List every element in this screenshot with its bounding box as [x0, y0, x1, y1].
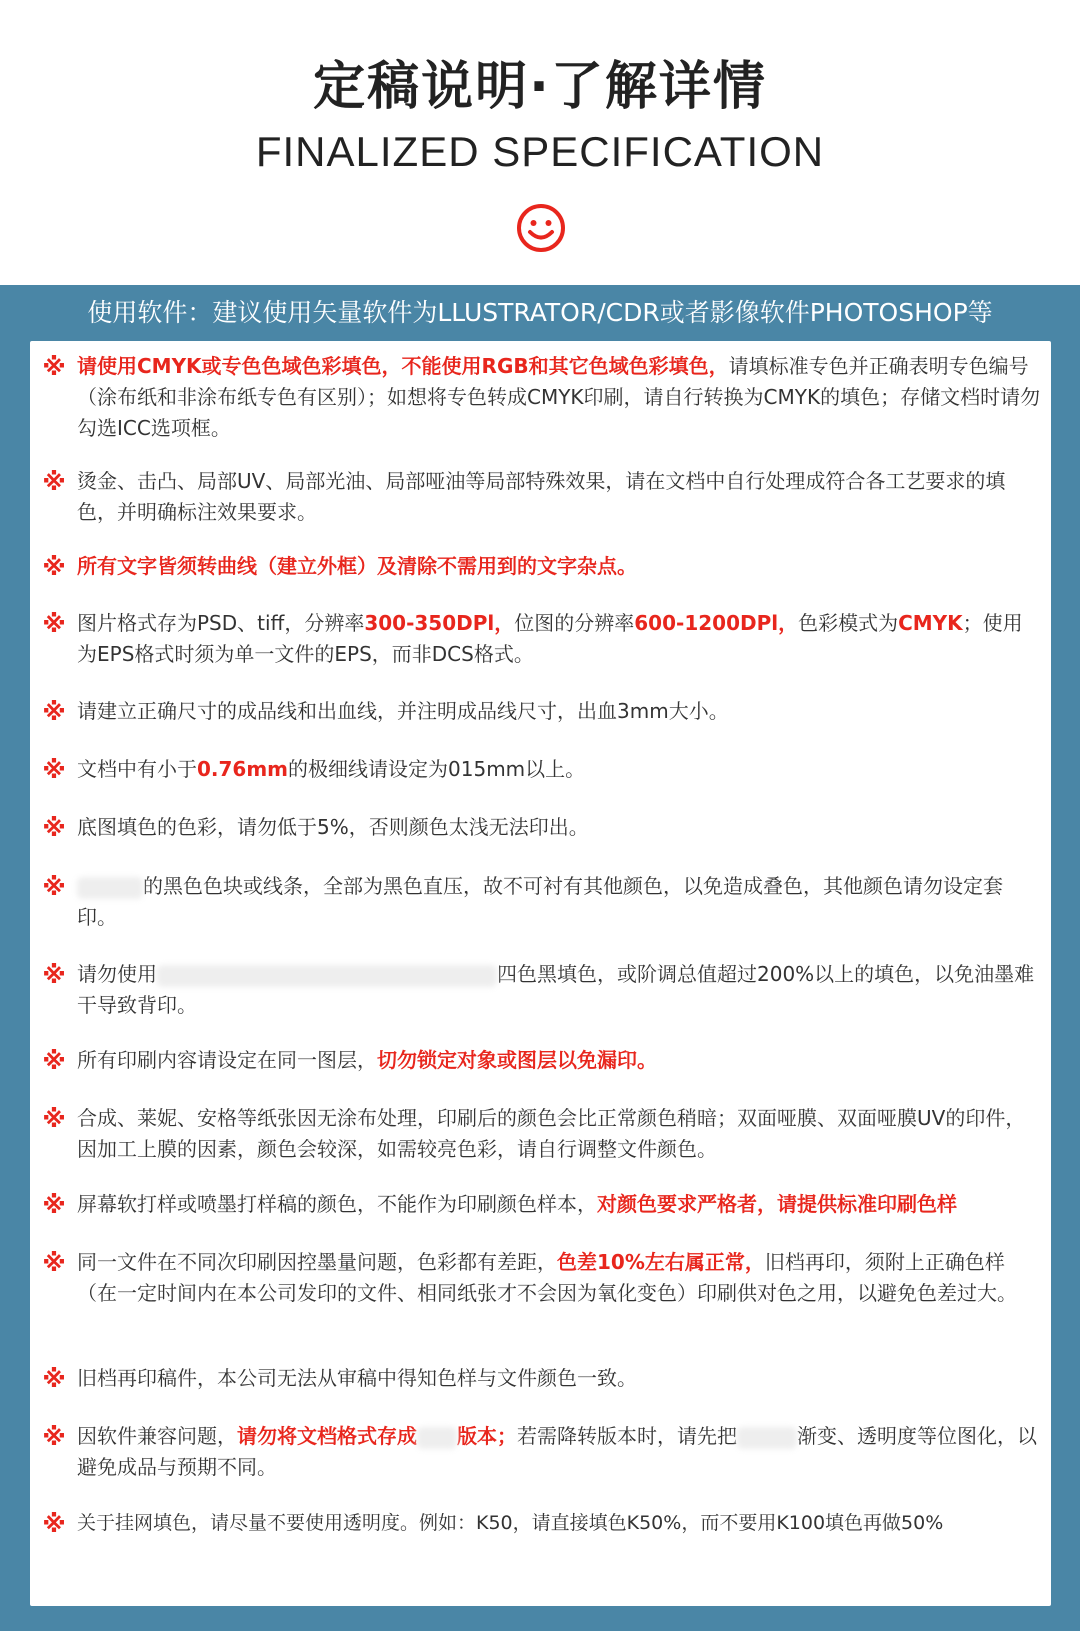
note-mark-icon: ※: [42, 1191, 66, 1219]
note-mark-icon: ※: [42, 961, 66, 989]
redacted-text: [157, 965, 497, 987]
note-mark-icon: ※: [42, 1047, 66, 1075]
note-mark-icon: ※: [42, 756, 66, 784]
page-header: [0, 0, 1080, 285]
note-mark-icon: ※: [42, 698, 66, 726]
page-subtitle: FINALIZED SPECIFICATION: [255, 128, 825, 175]
note-mark-icon: ※: [42, 468, 66, 496]
redacted-text: [77, 877, 143, 899]
note-mark-icon: ※: [42, 610, 66, 638]
note-mark-icon: ※: [42, 553, 66, 581]
page-title: 定稿说明·了解详情: [313, 57, 767, 117]
software-note: 使用软件：建议使用矢量软件为LLUSTRATOR/CDR或者影像软件PHOTOSHOP等: [87, 298, 993, 327]
note-mark-icon: ※: [42, 1365, 66, 1393]
note-mark-icon: ※: [42, 814, 66, 842]
note-mark-icon: ※: [42, 1423, 66, 1451]
redacted-text: [417, 1427, 457, 1449]
redacted-text: [737, 1427, 797, 1449]
smiley-face-icon: [516, 203, 566, 253]
note-mark-icon: ※: [42, 1249, 66, 1277]
note-mark-icon: ※: [42, 353, 66, 381]
note-mark-icon: ※: [42, 873, 66, 901]
spec-list: ※ 请使用CMYK或专色色域色彩填色，不能使用RGB和其它色域色彩填色，请填标准专色并正确表明专色编号（涂布纸和非涂布纸专色有区别）；如想将专色转成CMYK印刷，请自行转换为CMYK的填色；存储文档时请勿勾选ICC选项框。 ※ 烫金、击凸、局部UV、局部光油、局部哑油等局部特殊效果，请在文档中自行处理成符合各工艺要求的填色，并明确标注效果要求。 ※ 所有文字皆须转曲线（建立外框）及清除不需用到的文字杂点。 ※ 图片格式存为PSD、tiff，分辨率300-350DPl，位图的分辨率600-1200DPl，色彩模式为CMYK；使用为EPS格式时须为单一文件的EPS，而非DCS格式。 ※ 请建立正确尺寸的成品线和出血线，并注明成品线尺寸，出血3mm大小。 ※ 文档中有小于0.76mm的极细线请设定为015mm以上。 ※ 底图填色的色彩，请勿低于5%，否则颜色太浅无法印出。 ※ 的黑色色块或线条，全部为黑色直压，故不可衬有其他颜色，以免造成叠色，其他颜色请勿设定套印。 ※ 请勿使用 四色黑填色，或阶调总值超过200%以上的填色，以免油墨难干导致背印。 ※ 所有印刷内容请设定在同一图层，切勿锁定对象或图层以免漏印。 ※ 合成、莱妮、安格等纸张因无涂布处理，印刷后的颜色会比正常颜色稍暗；双面哑膜、双面哑膜UV的印件，因加工上膜的因素，颜色会较深，如需较亮色彩，请自行调整文件颜色。 ※ 屏幕软打样或喷墨打样稿的颜色，不能作为印刷颜色样本，对颜色要求严格者，请提供标准印刷色样 ※ 同一文件在不同次印刷因控墨量问题，色彩都有差距，色差10%左右属正常，旧档再印，须附上正确色样（在一定时间内在本公司发印的文件、相同纸张才不会因为氧化变色）印刷供对色之用，以避免色差过大。 ※ 旧档再印稿件，本公司无法从审稿中得知色样与文件颜色一致。 ※ 因软件兼容问题，请勿将文档格式存成 版本；若需降转版本时，请先把 渐变、透明度等位图化，以避免成品与预期不同。 ※ 关于挂网填色，请尽量不要使用透明度。例如：K50，请直接填色K50%，而不要用K100填色再做50%: [30, 341, 1051, 1606]
note-mark-icon: ※: [42, 1105, 66, 1133]
note-mark-icon: ※: [42, 1510, 66, 1538]
spec-panel: [0, 285, 1080, 1631]
